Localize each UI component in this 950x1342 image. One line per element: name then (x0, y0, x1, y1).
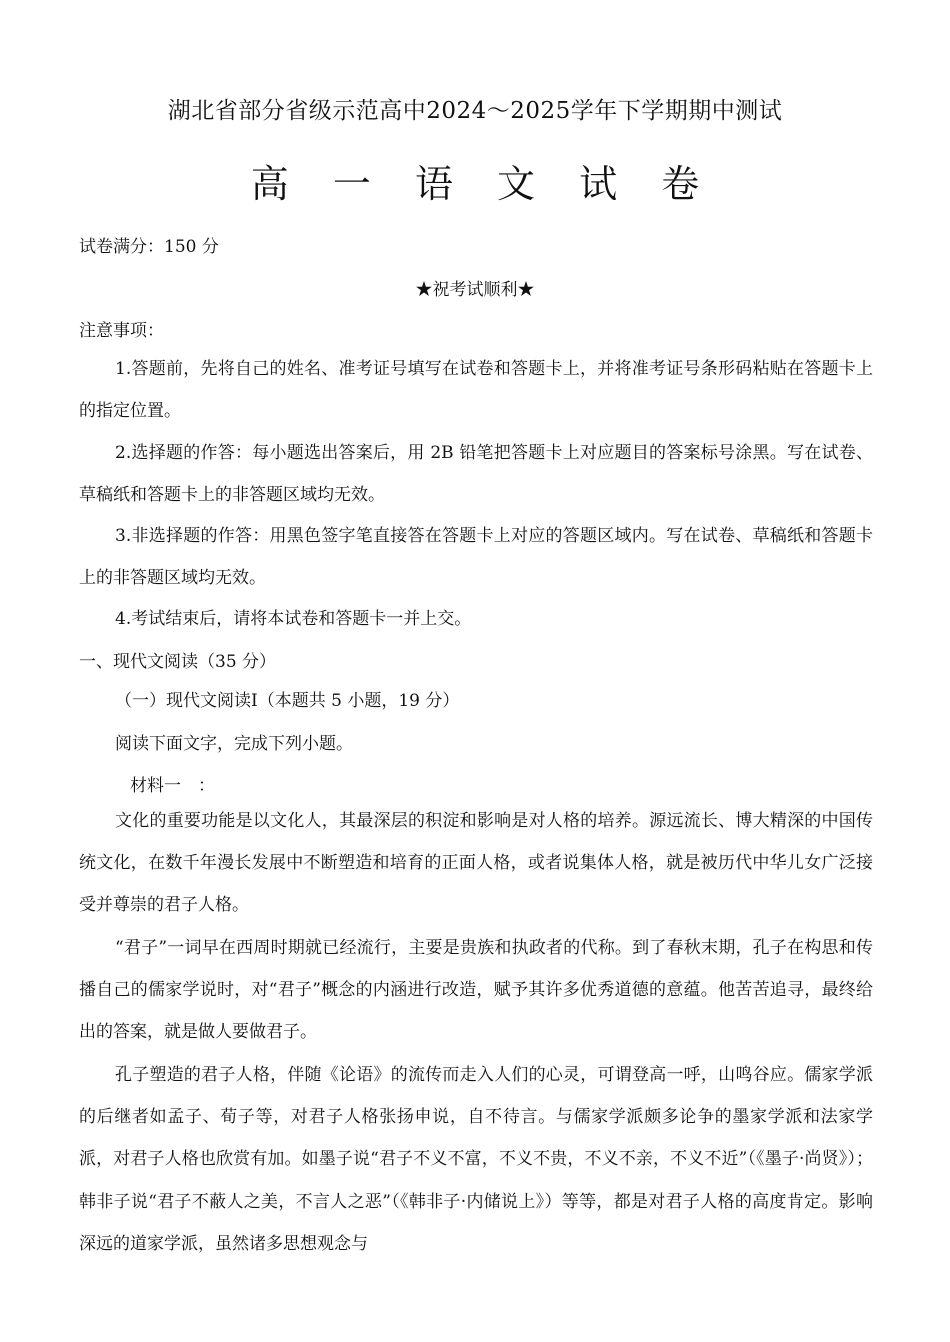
passage-paragraph-1: 文化的重要功能是以文化人，其最深层的积淀和影响是对人格的培养。源远流长、博大精深的中国传统文化，在数千年漫长发展中不断塑造和培育的正面人格，或者说集体人格，就是被历代中华儿女广泛接受并尊崇的君子人格。 (79, 811, 873, 916)
notice-item-2: 2.选择题的作答：每小题选出答案后，用 2B 铅笔把答题卡上对应题目的答案标号涂黑。写在试卷、草稿纸和答题卡上的非答题区域均无效。 (79, 443, 873, 506)
exam-subject-title: 高 一 语 文 试 卷 (250, 162, 716, 206)
reading-instruction: 阅读下面文字，完成下列小题。 (115, 734, 353, 754)
passage-paragraph-3: 孔子塑造的君子人格，伴随《论语》的流传而走入人们的心灵，可谓登高一呼，山鸣谷应。儒家学派的后继者如孟子、荀子等，对君子人格张扬申说，自不待言。与儒家学派颇多论争的墨家学派和法家学派，对君子人格也欣赏有加。如墨子说“君子不义不富，不义不贵，不义不亲，不义不近”（《墨子·尚贤》）；韩非子说“君子不蔽人之美，不言人之恶”（《韩非子·内储说上》）等等，都是对君子人格的高度肯定。影响深远的道家学派，虽然诸多思想观念与 (79, 1065, 873, 1254)
full-score: 试卷满分：150 分 (79, 237, 219, 257)
blessing: ★祝考试顺利★ (415, 280, 535, 300)
notice-item-3: 3.非选择题的作答：用黑色签字笔直接答在答题卡上对应的答题区域内。写在试卷、草稿纸和答题卡上的非答题区域均无效。 (79, 526, 873, 589)
notice-item-4: 4.考试结束后，请将本试卷和答题卡一并上交。 (115, 609, 472, 629)
notice-heading: 注意事项： (79, 321, 164, 341)
passage-paragraph-2: “君子”一词早在西周时期就已经流行，主要是贵族和执政者的代称。到了春秋末期，孔子在构思和传播自己的儒家学说时，对“君子”概念的内涵进行改造，赋予其许多优秀道德的意蕴。他苦苦追寻，最终给出的答案，就是做人要做君子。 (79, 938, 873, 1043)
material-label: 材料一 ： (130, 776, 215, 796)
exam-header-title: 湖北省部分省级示范高中2024～2025学年下学期期中测试 (167, 98, 783, 124)
notice-item-1: 1.答题前，先将自己的姓名、准考证号填写在试卷和答题卡上，并将准考证号条形码粘贴在答题卡上的指定位置。 (79, 359, 873, 422)
sub-section-heading: （一）现代文阅读Ⅰ（本题共 5 小题，19 分） (115, 691, 460, 711)
section-heading: 一、现代文阅读（35 分） (79, 652, 277, 672)
